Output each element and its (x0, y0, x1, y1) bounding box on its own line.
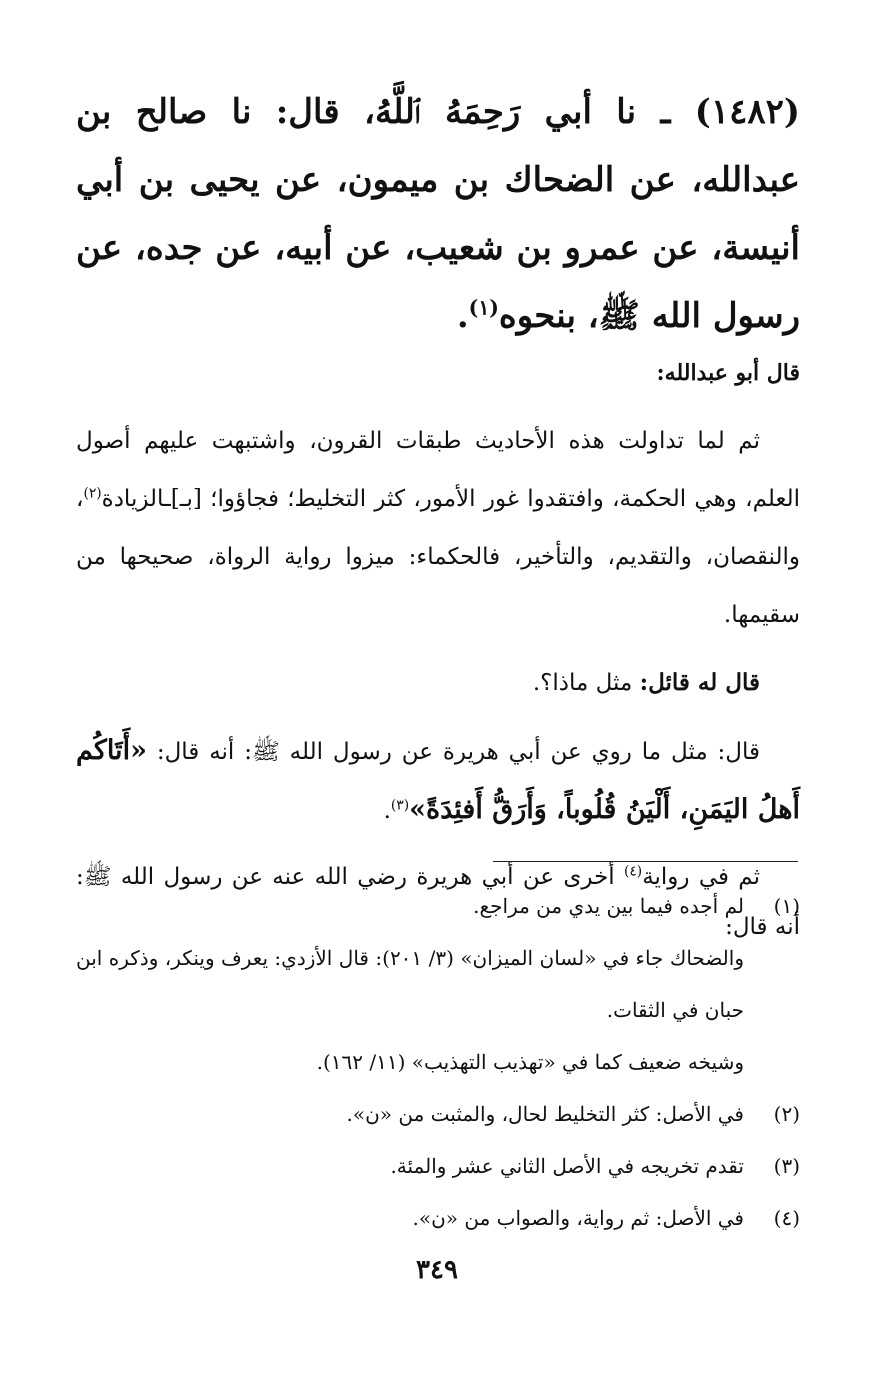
hadith-text: (١٤٨٢) ـ نا أبي رَحِمَهُ ٱللَّهُ، قال: نا صالح بن عبدالله، عن الضحاك بن ميمون، عن يحيى بن أبي أنيسة، عن عمرو بن شعيب، عن أبيه، عن جده، عن رسول الله ﷺ، بنحوه (76, 92, 800, 336)
hadith-end: . (456, 296, 469, 336)
footnote-ref-4: (٤) (623, 863, 643, 880)
answer-paragraph (76, 722, 800, 840)
speaker-heading: قال أبو عبدالله: (656, 360, 800, 386)
then-before: ثم في رواية (642, 864, 760, 890)
footnote-1-text: لم أجده فيما بين يدي من مراجع. (473, 894, 744, 918)
footnote-2-text: في الأصل: كثر التخليط لحال، والمثبت من «ن». (346, 1102, 744, 1126)
footnote-3-number: (٣) (773, 1154, 800, 1178)
question-rest: مثل ماذا؟. (532, 670, 640, 696)
footnote-4-number: (٤) (773, 1206, 800, 1230)
question-line (76, 658, 800, 708)
page-number: ٣٤٩ (416, 1255, 458, 1285)
footnotes (76, 880, 800, 1244)
footnote-3-text: تقدم تخريجه في الأصل الثاني عشر والمئة. (390, 1154, 744, 1178)
footnote-4-text: في الأصل: ثم رواية، والصواب من «ن». (412, 1206, 744, 1230)
footnote-divider (493, 861, 798, 862)
main-text (76, 78, 800, 966)
footnote-2-number: (٢) (773, 1102, 800, 1126)
paragraph-text-after: ، والنقصان، والتقديم، والتأخير، فالحكماء: ميزوا رواية الرواة، صحيحها من سقيمها. (76, 486, 800, 628)
answer-end: . (383, 798, 391, 824)
footnote-2 (76, 1088, 800, 1140)
footnote-ref-2: (٢) (83, 485, 102, 502)
footnote-3 (76, 1140, 800, 1192)
footnote-4 (76, 1192, 800, 1244)
main-paragraph (76, 412, 800, 644)
then-after: أخرى عن أبي هريرة رضي الله عنه عن رسول الله ﷺ: أنه قال: (76, 864, 800, 940)
footnote-1-continuation-2: وشيخه ضعيف كما في «تهذيب التهذيب» (١١/ ١٦٢). (316, 1050, 744, 1074)
footnote-ref-3: (٣) (390, 797, 410, 814)
question-lead: قال له قائل: (639, 669, 760, 696)
hadith-quote: «أَتَاكُم أَهلُ اليَمَنِ، أَلْيَنُ قُلُوباً، وَأَرَقُّ أَفئِدَةً» (76, 735, 800, 825)
paragraph-text-before: ثم لما تداولت هذه الأحاديث طبقات القرون، واشتبهت عليهم أصول العلم، وهي الحكمة، وافتقدوا غور الأمور، كثر التخليط؛ فجاؤوا؛ [بـ]ـالزيادة (76, 428, 800, 512)
footnote-1 (76, 880, 800, 932)
hadith-1482 (76, 78, 800, 350)
footnote-1-continuation-1: والضحاك جاء في «لسان الميزان» (٣/ ٢٠١): قال الأزدي: يعرف وينكر، وذكره ابن حبان في الثقات. (76, 946, 744, 1022)
footnote-1-number: (١) (773, 894, 800, 918)
footnote-ref-1: (١) (468, 295, 499, 320)
answer-intro: قال: مثل ما روي عن أبي هريرة عن رسول الله ﷺ: أنه قال: (156, 739, 760, 765)
